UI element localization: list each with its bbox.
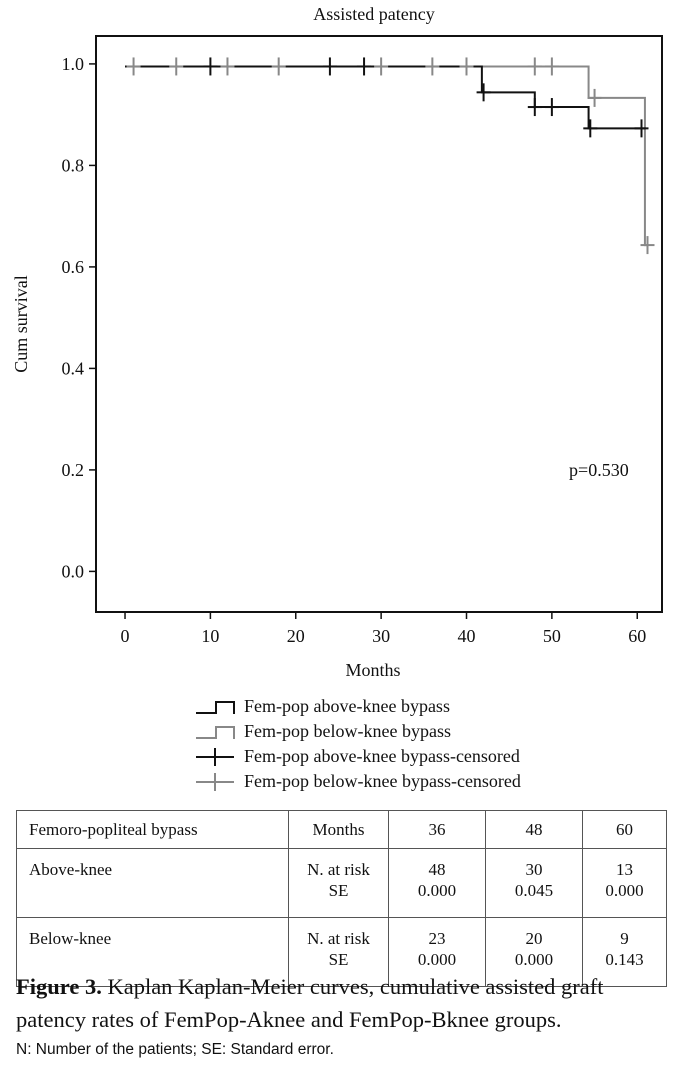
row-group-label: Below-knee xyxy=(17,918,289,987)
legend-label: Fem-pop below-knee bypass-censored xyxy=(244,771,521,791)
x-axis-label: Months xyxy=(345,660,401,680)
x-tick-label: 40 xyxy=(457,626,476,646)
cell-48 xyxy=(486,849,583,918)
legend-step-line xyxy=(196,702,234,714)
series-line-0 xyxy=(125,66,646,128)
header-months: Months xyxy=(289,811,389,849)
n-at-risk-value: 20 xyxy=(525,929,543,948)
x-tick-label: 0 xyxy=(120,626,130,646)
y-tick-label: 0.8 xyxy=(61,155,84,176)
caption-text: Kaplan Kaplan-Meier curves, cumulative assisted graft patency rates of FemPop-Aknee and FemPop-Bknee groups. xyxy=(16,974,604,1032)
x-tick-label: 10 xyxy=(201,626,220,646)
se-value: 0.000 xyxy=(417,881,457,900)
cell-36 xyxy=(389,849,486,918)
header-group: Femoro-popliteal bypass xyxy=(17,811,289,849)
n-at-risk-value: 13 xyxy=(616,860,633,879)
y-tick-label: 0.2 xyxy=(61,459,84,480)
caption-label: Figure 3. xyxy=(16,974,102,999)
label-se: SE xyxy=(328,881,349,900)
series-line-1 xyxy=(125,66,647,245)
y-tick-label: 1.0 xyxy=(61,53,84,74)
legend-label: Fem-pop above-knee bypass-censored xyxy=(244,746,520,766)
n-at-risk-value: 23 xyxy=(428,929,446,948)
y-tick-label: 0.0 xyxy=(61,561,84,582)
y-tick-label: 0.6 xyxy=(61,256,84,277)
se-value: 0.000 xyxy=(417,950,457,969)
header-60: 60 xyxy=(583,811,667,849)
legend-step-swatch xyxy=(196,722,236,742)
label-n-at-risk: N. at risk xyxy=(307,929,370,948)
risk-table xyxy=(16,810,667,987)
legend-item xyxy=(196,694,521,719)
row-metric-labels xyxy=(289,849,389,918)
legend-item xyxy=(196,769,521,794)
risk-table-header xyxy=(17,811,667,849)
n-at-risk-value: 48 xyxy=(428,860,446,879)
legend-censor-swatch xyxy=(196,772,236,792)
label-se: SE xyxy=(328,950,349,969)
figure-caption xyxy=(16,970,671,1036)
x-tick-label: 60 xyxy=(628,626,647,646)
y-tick-label: 0.4 xyxy=(61,358,84,379)
p-value-annotation: p=0.530 xyxy=(569,459,629,480)
legend-label: Fem-pop below-knee bypass xyxy=(244,721,451,741)
legend-step-swatch xyxy=(196,697,236,717)
x-tick-label: 20 xyxy=(286,626,305,646)
se-value: 0.000 xyxy=(514,950,554,969)
legend-label: Fem-pop above-knee bypass xyxy=(244,696,450,716)
legend-item xyxy=(196,744,521,769)
header-36: 36 xyxy=(389,811,486,849)
chart-title: Assisted patency xyxy=(313,4,435,24)
n-at-risk-value: 30 xyxy=(525,860,543,879)
chart-legend xyxy=(196,694,521,794)
cell-60 xyxy=(583,849,667,918)
header-48: 48 xyxy=(486,811,583,849)
label-n-at-risk: N. at risk xyxy=(307,860,370,879)
y-axis-label: Cum survival xyxy=(11,275,31,373)
n-at-risk-value: 9 xyxy=(620,929,629,948)
plot-frame xyxy=(96,36,662,612)
x-tick-label: 30 xyxy=(372,626,391,646)
legend-step-line xyxy=(196,727,234,739)
x-tick-label: 50 xyxy=(542,626,561,646)
se-value: 0.000 xyxy=(605,881,644,900)
row-group-label: Above-knee xyxy=(17,849,289,918)
legend-censor-swatch xyxy=(196,747,236,767)
se-value: 0.045 xyxy=(514,881,554,900)
footnote: N: Number of the patients; SE: Standard error. xyxy=(16,1041,334,1058)
legend-item xyxy=(196,719,521,744)
risk-row-above-knee xyxy=(17,849,667,918)
se-value: 0.143 xyxy=(605,950,644,969)
